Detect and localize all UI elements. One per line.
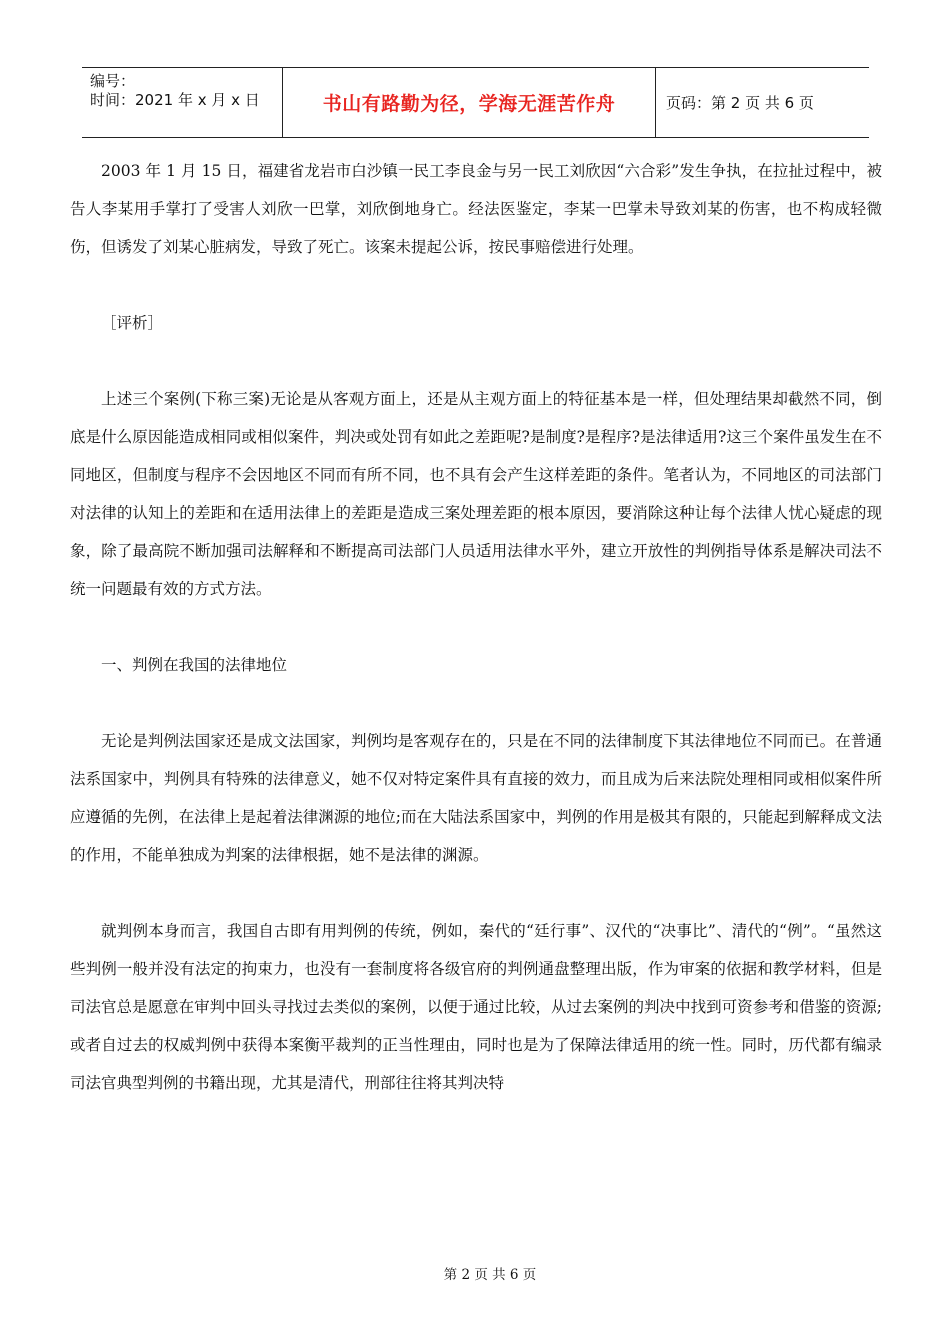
header-page-number: 页码：第 2 页 共 6 页: [666, 94, 814, 112]
paragraph-case-law-tradition: 就判例本身而言，我国自古即有用判例的传统，例如，秦代的“廷行事”、汉代的“决事比”、清代的“例”。“虽然这些判例一般并没有法定的拘束力，也没有一套制度将各级官府的判例通盘整理出版，作为审案的依据和教学材料，但是司法官总是愿意在审判中回头寻找过去类似的案例，以便于通过比较，从过去案例的判决中找到可资参考和借鉴的资源;或者自过去的权威判例中获得本案衡平裁判的正当性理由，同时也是为了保障法律适用的统一性。同时，历代都有编录司法官典型判例的书籍出现，尤其是清代，刑部往往将其判决特: [70, 922, 882, 1092]
section-heading: 一、判例在我国的法律地位: [101, 656, 288, 674]
paragraph-analysis: 上述三个案例(下称三案)无论是从客观方面上，还是从主观方面上的特征基本是一样，但处理结果却截然不同，倒底是什么原因能造成相同或相似案件，判决或处罚有如此之差距呢?是制度?是程序?是法律适用?这三个案件虽发生在不同地区，但制度与程序不会因地区不同而有所不同，也不具有会产生这样差距的条件。笔者认为，不同地区的司法部门对法律的认知上的差距和在适用法律上的差距是造成三案处理差距的根本原因，要消除这种让每个法律人忧心疑虑的现象，除了最高院不断加强司法解释和不断提高司法部门人员适用法律水平外，建立开放性的判例指导体系是解决司法不统一问题最有效的方式方法。: [70, 390, 882, 598]
paragraph-case-law-status: 无论是判例法国家还是成文法国家，判例均是客观存在的，只是在不同的法律制度下其法律地位不同而已。在普通法系国家中，判例具有特殊的法律意义，她不仅对特定案件具有直接的效力，而且成为后来法院处理相同或相似案件所应遵循的先例，在法律上是起着法律渊源的地位;而在大陆法系国家中，判例的作用是极其有限的，只能起到解释成文法的作用，不能单独成为判案的法律根据，她不是法律的渊源。: [70, 732, 882, 864]
document-date-label: 时间：2021 年 x 月 x 日: [90, 91, 260, 109]
page-header: [82, 67, 869, 138]
header-info-cell: [82, 68, 283, 137]
header-motto: 书山有路勤为径，学海无涯苦作舟: [283, 68, 656, 137]
paragraph-analysis-heading: ［评析］: [101, 314, 164, 332]
paragraph-case-description: 2003 年 1 月 15 日，福建省龙岩市白沙镇一民工李良金与另一民工刘欣因“六合彩”发生争执，在拉扯过程中，被告人李某用手掌打了受害人刘欣一巴掌，刘欣倒地身亡。经法医鉴定，李某一巴掌未导致刘某的伤害，也不构成轻微伤，但诱发了刘某心脏病发，导致了死亡。该案未提起公诉，按民事赔偿进行处理。: [70, 162, 882, 256]
document-number-label: 编号：: [90, 72, 136, 90]
document-body: [70, 152, 882, 1140]
page-footer: 第 2 页 共 6 页: [443, 1267, 537, 1283]
